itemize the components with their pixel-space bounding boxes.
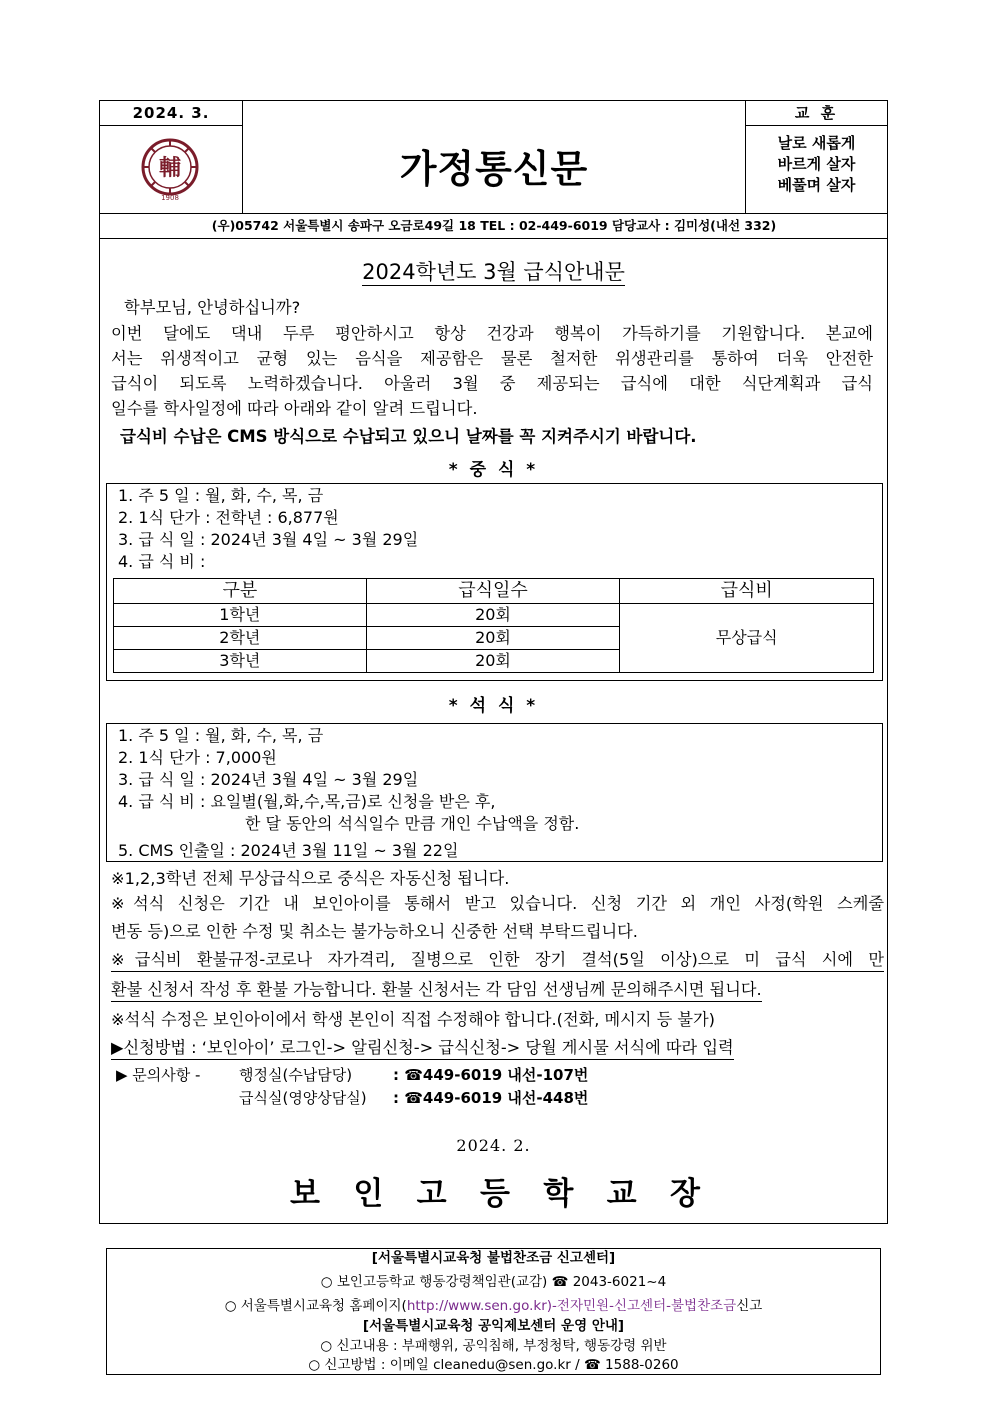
lunch-fee-table	[113, 578, 874, 673]
report-center-footer	[106, 1248, 881, 1375]
dinner-item: 4. 급 식 비 : 요일별(월,화,수,목,금)로 신청을 받은 후,	[118, 792, 496, 811]
footer-line	[107, 1296, 880, 1316]
dinner-item: 1. 주 5 일 : 월, 화, 수, 목, 금	[118, 726, 324, 745]
lunch-heading: * 중 식 *	[448, 460, 539, 480]
lunch-item: 2. 1식 단가 : 전학년 : 6,877원	[118, 508, 339, 527]
lunch-item: 1. 주 5 일 : 월, 화, 수, 목, 금	[118, 486, 324, 505]
table-row	[114, 604, 874, 627]
dinner-item: 2. 1식 단가 : 7,000원	[118, 748, 277, 767]
contact-phone: : ☎449-6019 내선-448번	[393, 1089, 589, 1107]
footer-line-prefix: ○ 서울특별시교육청 홈페이지(	[224, 1298, 407, 1314]
lunch-item: 3. 급 식 일 : 2024년 3월 4일 ~ 3월 29일	[118, 530, 419, 549]
column-header: 급식일수	[366, 579, 620, 604]
application-method: ▶신청방법 : ‘보인아이’ 로그인-> 알림신청-> 급식신청-> 당월 게시물 서식에 따라 입력	[111, 1037, 734, 1060]
greeting: 학부모님, 안녕하십니까?	[124, 298, 301, 317]
page-title: 가정통신문	[399, 147, 589, 191]
lunch-item: 4. 급 식 비 :	[118, 552, 206, 571]
school-address: (우)05742 서울특별시 송파구 오금로49길 18 TEL : 02-449-6019 담당교사 : 김미성(내선 332)	[211, 218, 777, 233]
signature-char: 교	[606, 1176, 637, 1212]
refund-policy-line: ※급식비 환불규정-코로나 자가격리, 질병으로 인한 장기 결석(5일 이상)으로 미 급식 시에 만	[111, 949, 884, 972]
motto-title: 교 훈	[794, 104, 839, 122]
footer-title: [서울특별시교육청 불법찬조금 신고센터]	[371, 1250, 616, 1266]
footer-line: ○ 신고방법 : 이메일 cleanedu@sen.go.kr / ☎ 1588-0260	[308, 1357, 679, 1373]
days-cell: 20회	[366, 604, 620, 627]
dinner-item: 한 달 동안의 석식일수 만큼 개인 수납액을 정함.	[245, 814, 580, 833]
footer-title: [서울특별시교육청 공익제보센터 운영 안내]	[362, 1318, 625, 1334]
cms-notice: 급식비 수납은 CMS 방식으로 수납되고 있으니 날짜를 꼭 지켜주시기 바랍니다.	[120, 427, 697, 446]
school-motto	[746, 133, 887, 196]
footer-line: ○ 보인고등학교 행동강령책임관(교감) ☎ 2043-6021~4	[320, 1274, 667, 1290]
signature-char: 장	[669, 1176, 700, 1212]
footer-line: ○ 신고내용 : 부패행위, 공익침해, 부정청탁, 행동강령 위반	[320, 1338, 667, 1354]
issue-date: 2024. 3.	[132, 104, 210, 122]
motto-line: 베풀며 살자	[777, 176, 856, 194]
note-line: ※석식 신청은 기간 내 보인아이를 통해서 받고 있습니다. 신청 기간 외 개인 사정(학원 스케줄	[111, 894, 884, 913]
notice-title	[99, 258, 888, 286]
grade-cell: 3학년	[114, 650, 367, 673]
column-header: 구분	[114, 579, 367, 604]
divider	[99, 238, 888, 239]
note-line: 변동 등)으로 인한 수정 및 취소는 불가능하오니 신중한 선택 부탁드립니다.	[111, 922, 638, 941]
dinner-item: 3. 급 식 일 : 2024년 3월 4일 ~ 3월 29일	[118, 770, 419, 789]
note-line: ※석식 수정은 보인아이에서 학생 본인이 직접 수정해야 합니다.(전화, 메시지 등 불가)	[111, 1010, 715, 1029]
school-logo	[140, 138, 200, 202]
grade-cell: 1학년	[114, 604, 367, 627]
principal-signature	[290, 1168, 700, 1213]
dinner-item: 5. CMS 인출일 : 2024년 3월 11일 ~ 3월 22일	[118, 841, 459, 860]
motto-line: 바르게 살자	[777, 155, 856, 173]
body-line: 일수를 학사일정에 따라 아래와 같이 알려 드립니다.	[111, 399, 478, 418]
sen-homepage-link[interactable]: http://www.sen.go.kr)-전자민원-신고센터-불법찬조금	[406, 1298, 737, 1314]
contact-label: ▶ 문의사항 -	[116, 1066, 201, 1084]
dinner-heading: * 석 식 *	[448, 696, 539, 716]
notice-title-text: 2024학년도 3월 급식안내문	[362, 260, 625, 284]
logo-glyph: 輔	[158, 155, 182, 181]
body-line: 이번 달에도 댁내 두루 평안하시고 항상 건강과 행복이 가득하기를 기원합니다. 본교에	[111, 324, 873, 343]
footer-line-suffix: 신고	[736, 1298, 763, 1314]
divider	[745, 125, 888, 126]
signature-char: 보	[290, 1176, 320, 1212]
logo-year: 1908	[161, 194, 179, 202]
signature-char: 등	[479, 1176, 510, 1212]
signature-char: 고	[416, 1176, 447, 1212]
table-header-row	[114, 579, 874, 604]
days-cell: 20회	[366, 650, 620, 673]
divider	[99, 125, 242, 126]
note-line: ※1,2,3학년 전체 무상급식으로 중식은 자동신청 됩니다.	[111, 869, 510, 888]
refund-policy-line: 환불 신청서 작성 후 환불 가능합니다. 환불 신청서는 각 담임 선생님께 문의해주시면 됩니다.	[111, 979, 762, 1002]
signature-date: 2024. 2.	[456, 1136, 531, 1155]
column-header: 급식비	[620, 579, 874, 604]
contact-name: 행정실(수납담당)	[239, 1066, 353, 1084]
days-cell: 20회	[366, 627, 620, 650]
body-line: 급식이 되도록 노력하겠습니다. 아울러 3월 중 제공되는 급식에 대한 식단계획과 급식	[111, 374, 873, 393]
signature-char: 인	[353, 1176, 384, 1212]
grade-cell: 2학년	[114, 627, 367, 650]
motto-line: 날로 새롭게	[777, 134, 856, 152]
school-seal-icon	[140, 138, 200, 202]
fee-cell: 무상급식	[620, 604, 874, 673]
contact-name: 급식실(영양상담실)	[239, 1089, 367, 1107]
contact-phone: : ☎449-6019 내선-107번	[393, 1066, 589, 1084]
signature-char: 학	[543, 1176, 574, 1212]
body-line: 서는 위생적이고 균형 있는 음식을 제공함은 물론 철저한 위생관리를 통하여 더욱 안전한	[111, 349, 873, 368]
